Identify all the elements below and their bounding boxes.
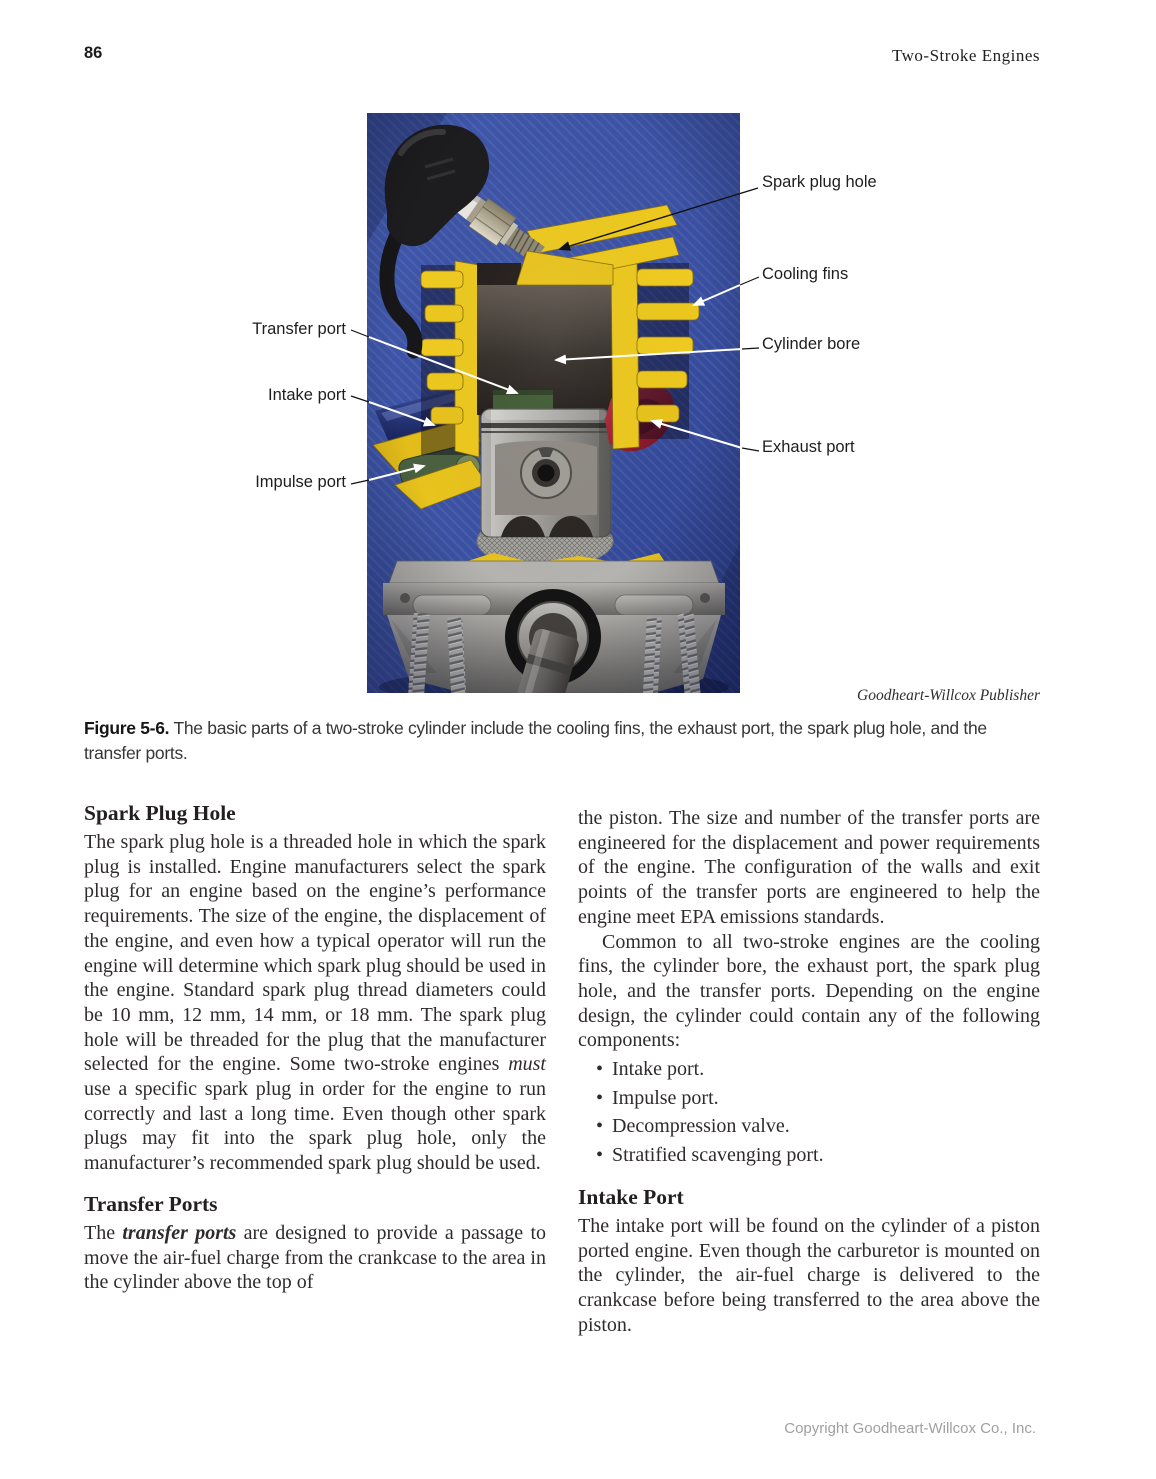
figure-credit: Goodheart-Willcox Publisher <box>857 687 1040 704</box>
list-item <box>596 1141 1040 1170</box>
callout-transfer-port: Transfer port <box>252 320 346 338</box>
paragraph-intake-port: The intake port will be found on the cylinder of a piston ported engine. Even though the carburetor is mounted on the cylinder, the air-fuel charge is delivered to the crankcase before being transferred to the area above the piston. <box>578 1215 1040 1336</box>
running-head: Two-Stroke Engines <box>891 46 1040 65</box>
heading-intake-port: Intake Port <box>578 1185 684 1210</box>
callout-spark-plug-hole: Spark plug hole <box>762 173 877 191</box>
figure-5-6 <box>0 0 1156 712</box>
bullet-icon: • <box>596 1115 604 1138</box>
footer-copyright: Copyright Goodheart-Willcox Co., Inc. <box>784 1420 1036 1437</box>
bullet-text: Stratified scavenging port. <box>612 1143 824 1166</box>
list-item <box>596 1112 1040 1141</box>
component-bullet-list <box>578 1055 1040 1169</box>
callout-intake-port: Intake port <box>268 386 346 404</box>
callout-exhaust-port: Exhaust port <box>762 438 855 456</box>
figure-caption-text: The basic parts of a two-stroke cylinder include the cooling fins, the exhaust port, the spark plug hole, and the transfer ports. <box>84 718 987 763</box>
paragraph-transfer-ports-1: The transfer ports are designed to provide a passage to move the air-fuel charge from the crankcase to the area in the cylinder above the top of <box>84 1221 547 1294</box>
figure-caption-label: Figure 5-6. <box>84 718 170 738</box>
paragraph-transfer-ports-2: the piston. The size and number of the transfer ports are engineered for the displacement and power requirements of the engine. The configuration of the walls and exit points of the transfer ports are engineered to help the engine meet EPA emissions standards. <box>578 807 1040 928</box>
bullet-icon: • <box>596 1086 604 1109</box>
callout-cooling-fins: Cooling fins <box>762 265 849 283</box>
heading-spark-plug-hole: Spark Plug Hole <box>84 801 236 825</box>
right-column <box>578 800 1040 1338</box>
left-column <box>84 800 546 1295</box>
heading-transfer-ports: Transfer Ports <box>84 1191 218 1216</box>
engine-cutaway-photo <box>367 113 740 693</box>
callout-impulse-port: Impulse port <box>255 473 346 491</box>
bullet-text: Decompression valve. <box>612 1115 790 1138</box>
page-number: 86 <box>84 44 103 62</box>
bullet-icon: • <box>596 1143 604 1166</box>
list-item <box>596 1084 1040 1113</box>
list-item <box>596 1055 1040 1084</box>
callout-cylinder-bore: Cylinder bore <box>762 335 861 353</box>
bullet-text: Intake port. <box>612 1058 705 1081</box>
bullet-text: Impulse port. <box>612 1086 719 1109</box>
bullet-icon: • <box>596 1058 604 1081</box>
figure-caption <box>84 716 1036 766</box>
paragraph-transfer-ports-3: Common to all two-stroke engines are the cooling fins, the cylinder bore, the exhaust port, the spark plug hole, and the transfer ports. Depending on the engine design, the cylinder could contain any of the following components: <box>578 930 1040 1052</box>
paragraph-spark-plug-hole: The spark plug hole is a threaded hole in which the spark plug is installed. Engine manufacturers select the spark plug for an engine based on the engine’s performance requirements. The size of the engine, the displacement of the engine, and even how a typical operator will run the engine will determine which spark plug should be used in the engine. Standard spark plug thread diameters could be 10 mm, 12 mm, 14 mm, or 18 mm. The spark plug hole will be threaded for the plug that the manufacturer selected for the engine. Some two-stroke engines must use a specific spark plug in order for the engine to run correctly and last a long time. Even though other spark plugs may fit into the spark plug hole, only the manufacturer’s recommended spark plug should be used. <box>84 831 546 1175</box>
